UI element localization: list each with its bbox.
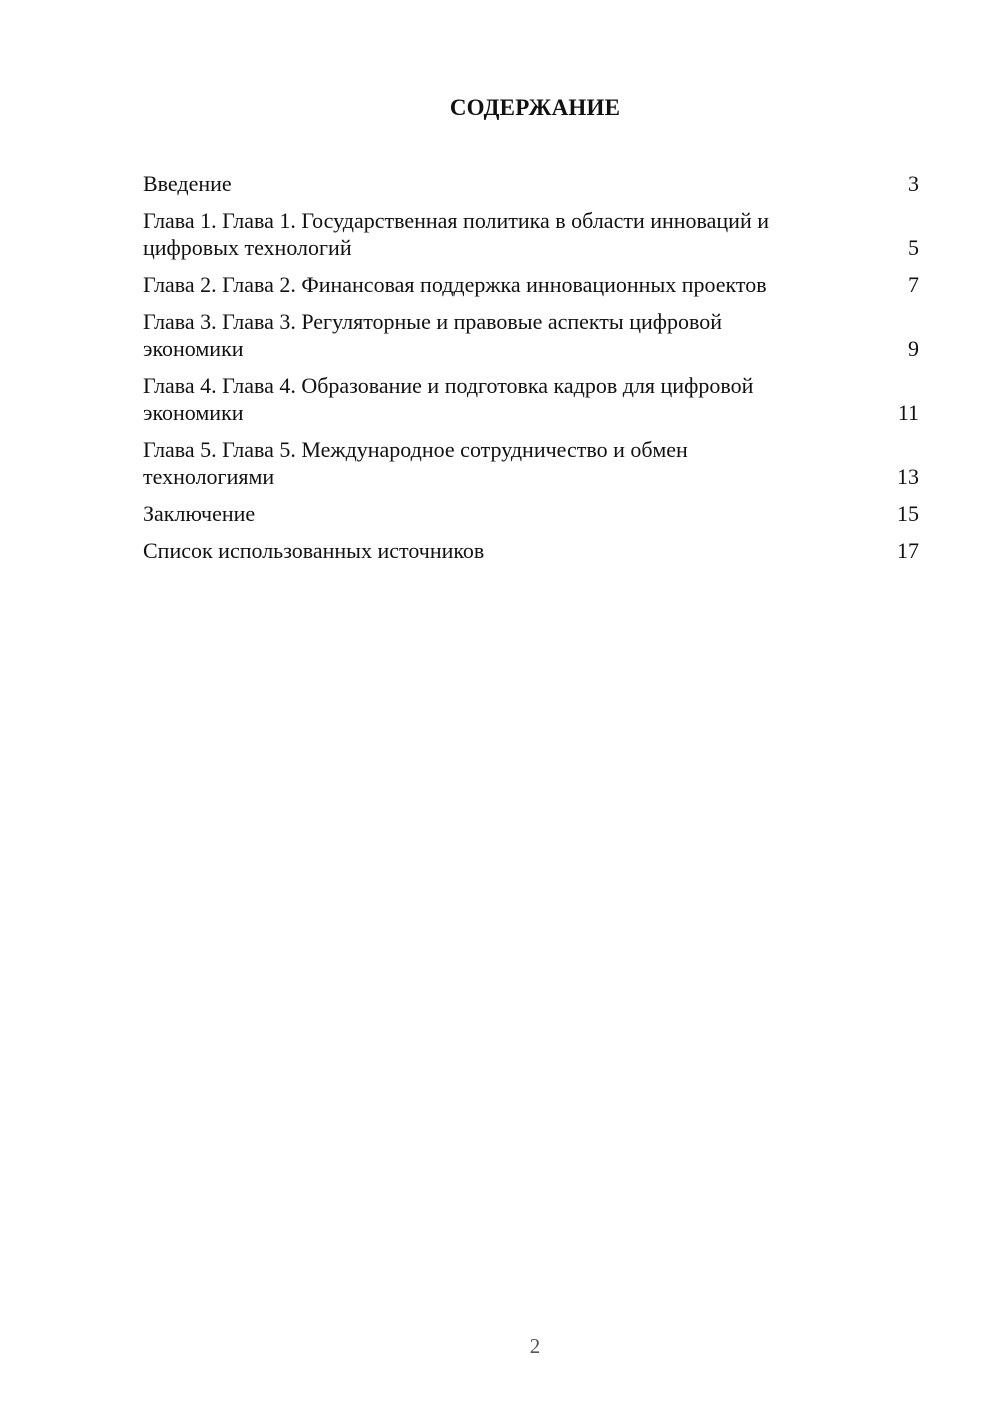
- toc-entry-page: 17: [897, 538, 919, 563]
- toc-entry-label: Глава 5. Глава 5. Международное сотрудничество и обмен технологиями: [143, 437, 688, 489]
- toc-entry-conclusion[interactable]: [143, 500, 919, 527]
- toc-entry-label: Глава 4. Глава 4. Образование и подготовка кадров для цифровой экономики: [143, 373, 754, 425]
- page-number: 2: [529, 1334, 541, 1358]
- toc-entry-chapter-3[interactable]: [143, 308, 919, 362]
- table-of-contents: [143, 170, 919, 574]
- toc-entry-chapter-5[interactable]: [143, 436, 919, 490]
- toc-entry-page: 15: [897, 501, 919, 526]
- toc-entry-chapter-2[interactable]: [143, 271, 919, 298]
- toc-entry-references[interactable]: [143, 537, 919, 564]
- toc-entry-page: 11: [897, 400, 919, 425]
- toc-entry-label: Глава 2. Глава 2. Финансовая поддержка инновационных проектов: [143, 272, 767, 297]
- toc-entry-page: 5: [908, 235, 919, 260]
- toc-entry-label: Введение: [143, 171, 232, 196]
- toc-entry-label: Глава 1. Глава 1. Государственная политика в области инноваций и цифровых технологий: [143, 208, 770, 260]
- toc-entry-page: 13: [897, 464, 919, 489]
- toc-entry-page: 9: [908, 336, 919, 361]
- toc-entry-label: Заключение: [143, 501, 256, 526]
- toc-entry-page: 7: [908, 272, 919, 297]
- toc-entry-label: Список использованных источников: [143, 538, 485, 563]
- toc-entry-label: Глава 3. Глава 3. Регуляторные и правовые аспекты цифровой экономики: [143, 309, 723, 361]
- page-title: СОДЕРЖАНИЕ: [449, 95, 621, 120]
- toc-entry-introduction[interactable]: [143, 170, 919, 197]
- toc-entry-chapter-1[interactable]: [143, 207, 919, 261]
- toc-entry-page: 3: [908, 171, 919, 196]
- toc-entry-chapter-4[interactable]: [143, 372, 919, 426]
